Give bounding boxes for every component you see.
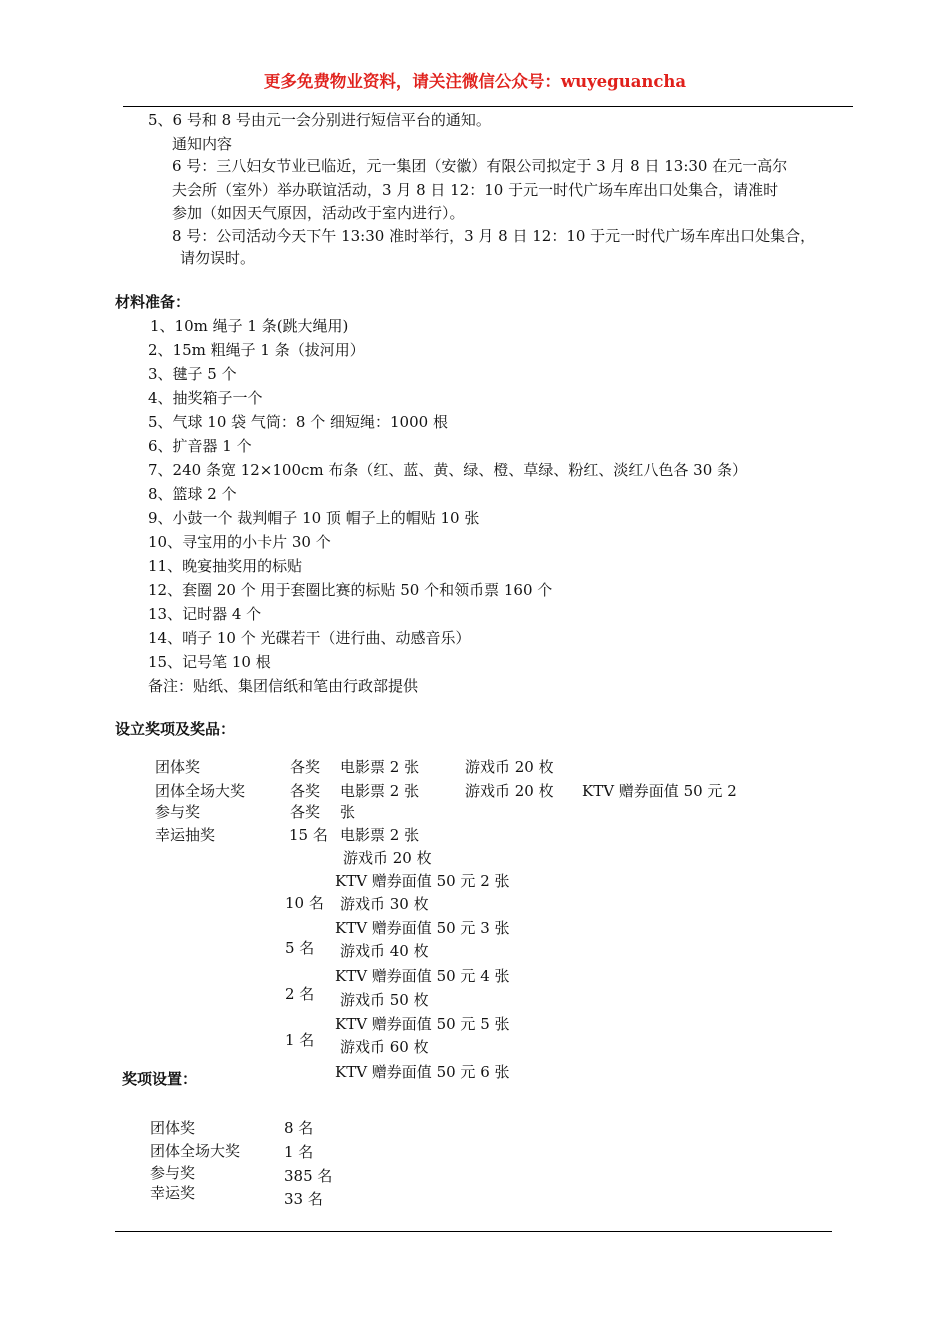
material-item: 13、记时器 4 个 xyxy=(148,605,262,623)
notice-line: 5、6 号和 8 号由元一会分别进行短信平台的通知。 xyxy=(148,111,491,129)
material-item: 4、抽奖箱子一个 xyxy=(148,389,263,407)
footer-divider xyxy=(115,1231,832,1232)
material-item: 9、小鼓一个 裁判帽子 10 顶 帽子上的帽贴 10 张 xyxy=(148,509,480,527)
material-item: 6、扩音器 1 个 xyxy=(148,437,252,455)
material-item: 7、240 条宽 12×100cm 布条（红、蓝、黄、绿、橙、草绿、粉红、淡红八色各 30 条） xyxy=(148,461,748,479)
notice-8-line1: 8 号：公司活动今天下午 13:30 准时举行，3 月 8 日 12：10 于元一时代广场车库出口处集合， xyxy=(172,227,816,245)
prize-lucky-count-10: 10 名 xyxy=(285,894,324,912)
prize-lucky-line: KTV 赠券面值 50 元 5 张 xyxy=(335,1015,510,1033)
prize-lucky-line: 游戏币 20 枚 xyxy=(343,849,432,867)
prize-lucky-line: KTV 赠券面值 50 元 4 张 xyxy=(335,967,510,985)
prize-grand-p2: 游戏币 20 枚 xyxy=(465,782,554,800)
prize-grand-p3: KTV 赠券面值 50 元 2 xyxy=(582,782,737,800)
award-row-name: 参与奖 xyxy=(150,1164,196,1182)
prize-lucky-line: 游戏币 60 枚 xyxy=(340,1038,429,1056)
materials-title: 材料准备： xyxy=(115,293,191,311)
prize-lucky-count-5: 5 名 xyxy=(285,939,315,957)
material-item: 14、哨子 10 个 光碟若干（进行曲、动感音乐） xyxy=(148,629,471,647)
header-banner: 更多免费物业资料，请关注微信公众号：wuyeguancha xyxy=(263,72,687,91)
prize-grand-name: 团体全场大奖 xyxy=(155,782,246,800)
prize-lucky-line: 游戏币 30 枚 xyxy=(340,895,429,913)
prize-team-p2: 游戏币 20 枚 xyxy=(465,758,554,776)
notice-6-line1: 6 号：三八妇女节业已临近，元一集团（安徽）有限公司拟定于 3 月 8 日 13:30 在元一高尔 xyxy=(172,157,788,175)
material-item: 8、篮球 2 个 xyxy=(148,485,237,503)
award-row-count: 385 名 xyxy=(284,1167,333,1185)
materials-note: 备注：贴纸、集团信纸和笔由行政部提供 xyxy=(148,677,419,695)
material-item: 11、晚宴抽奖用的标贴 xyxy=(148,557,303,575)
prize-lucky-count-2: 2 名 xyxy=(285,985,315,1003)
prize-join-count: 各奖 xyxy=(290,803,321,821)
notice-6-line3: 参加（如因天气原因，活动改于室内进行）。 xyxy=(172,204,465,222)
award-row-count: 33 名 xyxy=(284,1190,323,1208)
material-item: 3、毽子 5 个 xyxy=(148,365,237,383)
prize-lucky-name: 幸运抽奖 xyxy=(155,826,216,844)
notice-6-line2: 夫会所（室外）举办联谊活动，3 月 8 日 12：10 于元一时代广场车库出口处集合，请准时 xyxy=(172,181,779,199)
award-row-name: 团体奖 xyxy=(150,1119,196,1137)
prize-join-p1: 张 xyxy=(340,803,356,821)
notice-8-line2: 请勿误时。 xyxy=(180,249,256,267)
material-item: 2、15m 粗绳子 1 条（拔河用） xyxy=(148,341,365,359)
prize-lucky-line: 游戏币 40 枚 xyxy=(340,942,429,960)
prizes-title: 设立奖项及奖品： xyxy=(115,720,236,738)
award-row-count: 1 名 xyxy=(284,1143,314,1161)
award-row-name: 团体全场大奖 xyxy=(150,1142,241,1160)
prize-lucky-count-15: 15 名 xyxy=(289,826,328,844)
material-item: 15、记号笔 10 根 xyxy=(148,653,271,671)
award-row-count: 8 名 xyxy=(284,1119,314,1137)
material-item: 10、寻宝用的小卡片 30 个 xyxy=(148,533,331,551)
prize-grand-p1: 电影票 2 张 xyxy=(340,782,420,800)
prize-lucky-line: KTV 赠券面值 50 元 2 张 xyxy=(335,872,510,890)
prize-join-name: 参与奖 xyxy=(155,803,201,821)
prize-lucky-line: 电影票 2 张 xyxy=(340,826,420,844)
material-item: 5、气球 10 袋 气筒：8 个 细短绳：1000 根 xyxy=(148,413,448,431)
prize-lucky-line: KTV 赠券面值 50 元 3 张 xyxy=(335,919,510,937)
awards-title: 奖项设置： xyxy=(122,1070,198,1088)
prize-lucky-line: KTV 赠券面值 50 元 6 张 xyxy=(335,1063,510,1081)
prize-team-name: 团体奖 xyxy=(155,758,201,776)
notice-label: 通知内容 xyxy=(172,135,233,153)
prize-team-p1: 电影票 2 张 xyxy=(340,758,420,776)
prize-lucky-line: 游戏币 50 枚 xyxy=(340,991,429,1009)
material-item: 1、10m 绳子 1 条(跳大绳用) xyxy=(150,317,349,335)
header-divider xyxy=(123,106,853,107)
award-row-name: 幸运奖 xyxy=(150,1184,196,1202)
prize-lucky-count-1: 1 名 xyxy=(285,1031,315,1049)
prize-team-count: 各奖 xyxy=(290,758,321,776)
prize-grand-count: 各奖 xyxy=(290,782,321,800)
material-item: 12、套圈 20 个 用于套圈比赛的标贴 50 个和领币票 160 个 xyxy=(148,581,553,599)
